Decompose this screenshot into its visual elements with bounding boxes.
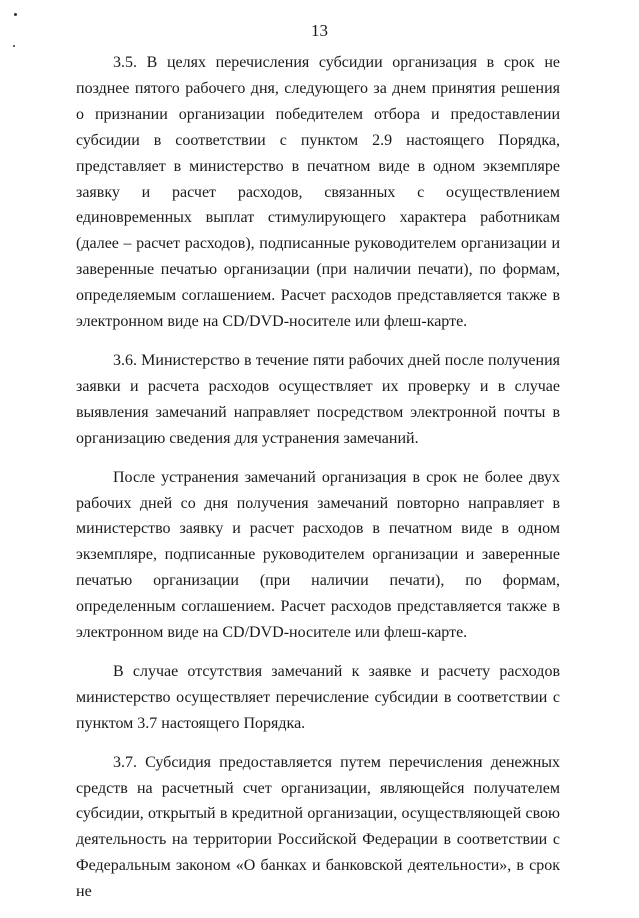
scan-speck (13, 45, 15, 47)
page-number: 13 (311, 21, 328, 40)
paragraph-3-7: 3.7. Субсидия предоставляется путем перечисления денежных средств на расчетный счет организации, являющейся получателем субсидии, открытый в кредитной организации, осуществляющей свою деятельность на территории Российской Федерации в соответствии с Федеральным законом «О банках и банковской деятельности», в срок не (76, 753, 560, 901)
paragraph-resubmission: После устранения замечаний организация в срок не более двух рабочих дней со дня получения замечаний повторно направляет в министерство заявку и расчет расходов в печатном виде в одном экземпляре, подписанные руководителем организации и заверенные печатью организации (при наличии печати), по формам, определенным соглашением. Расчет расходов представляется также в электронном виде на CD/DVD-носителе или флеш-карте. (76, 468, 560, 642)
paragraph-3-5: 3.5. В целях перечисления субсидии организация в срок не позднее пятого рабочего дня, следующего за днем принятия решения о признании организации победителем отбора и предоставлении субсидии в соответствии с пунктом 2.9 настоящего Порядка, представляет в министерство в печатном виде в одном экземпляре заявку и расчет расходов, связанных с осуществлением единовременных выплат стимулирующего характера работникам (далее – расчет расходов), подписанные руководителем организации и заверенные печатью организации (при наличии печати), по формам, определяемым соглашением. Расчет расходов представляется также в электронном виде на CD/DVD-носителе или флеш-карте. (76, 54, 560, 331)
paragraph-no-remarks: В случае отсутствия замечаний к заявке и расчету расходов министерство осуществляет перечисление субсидии в соответствии с пунктом 3.7 настоящего Порядка. (76, 662, 560, 732)
scan-speck (14, 13, 17, 16)
paragraph-3-6: 3.6. Министерство в течение пяти рабочих дней после получения заявки и расчета расходов осуществляет их проверку и в случае выявления замечаний направляет посредством электронной почты в организацию сведения для устранения замечаний. (76, 351, 560, 447)
document-body (76, 50, 560, 918)
